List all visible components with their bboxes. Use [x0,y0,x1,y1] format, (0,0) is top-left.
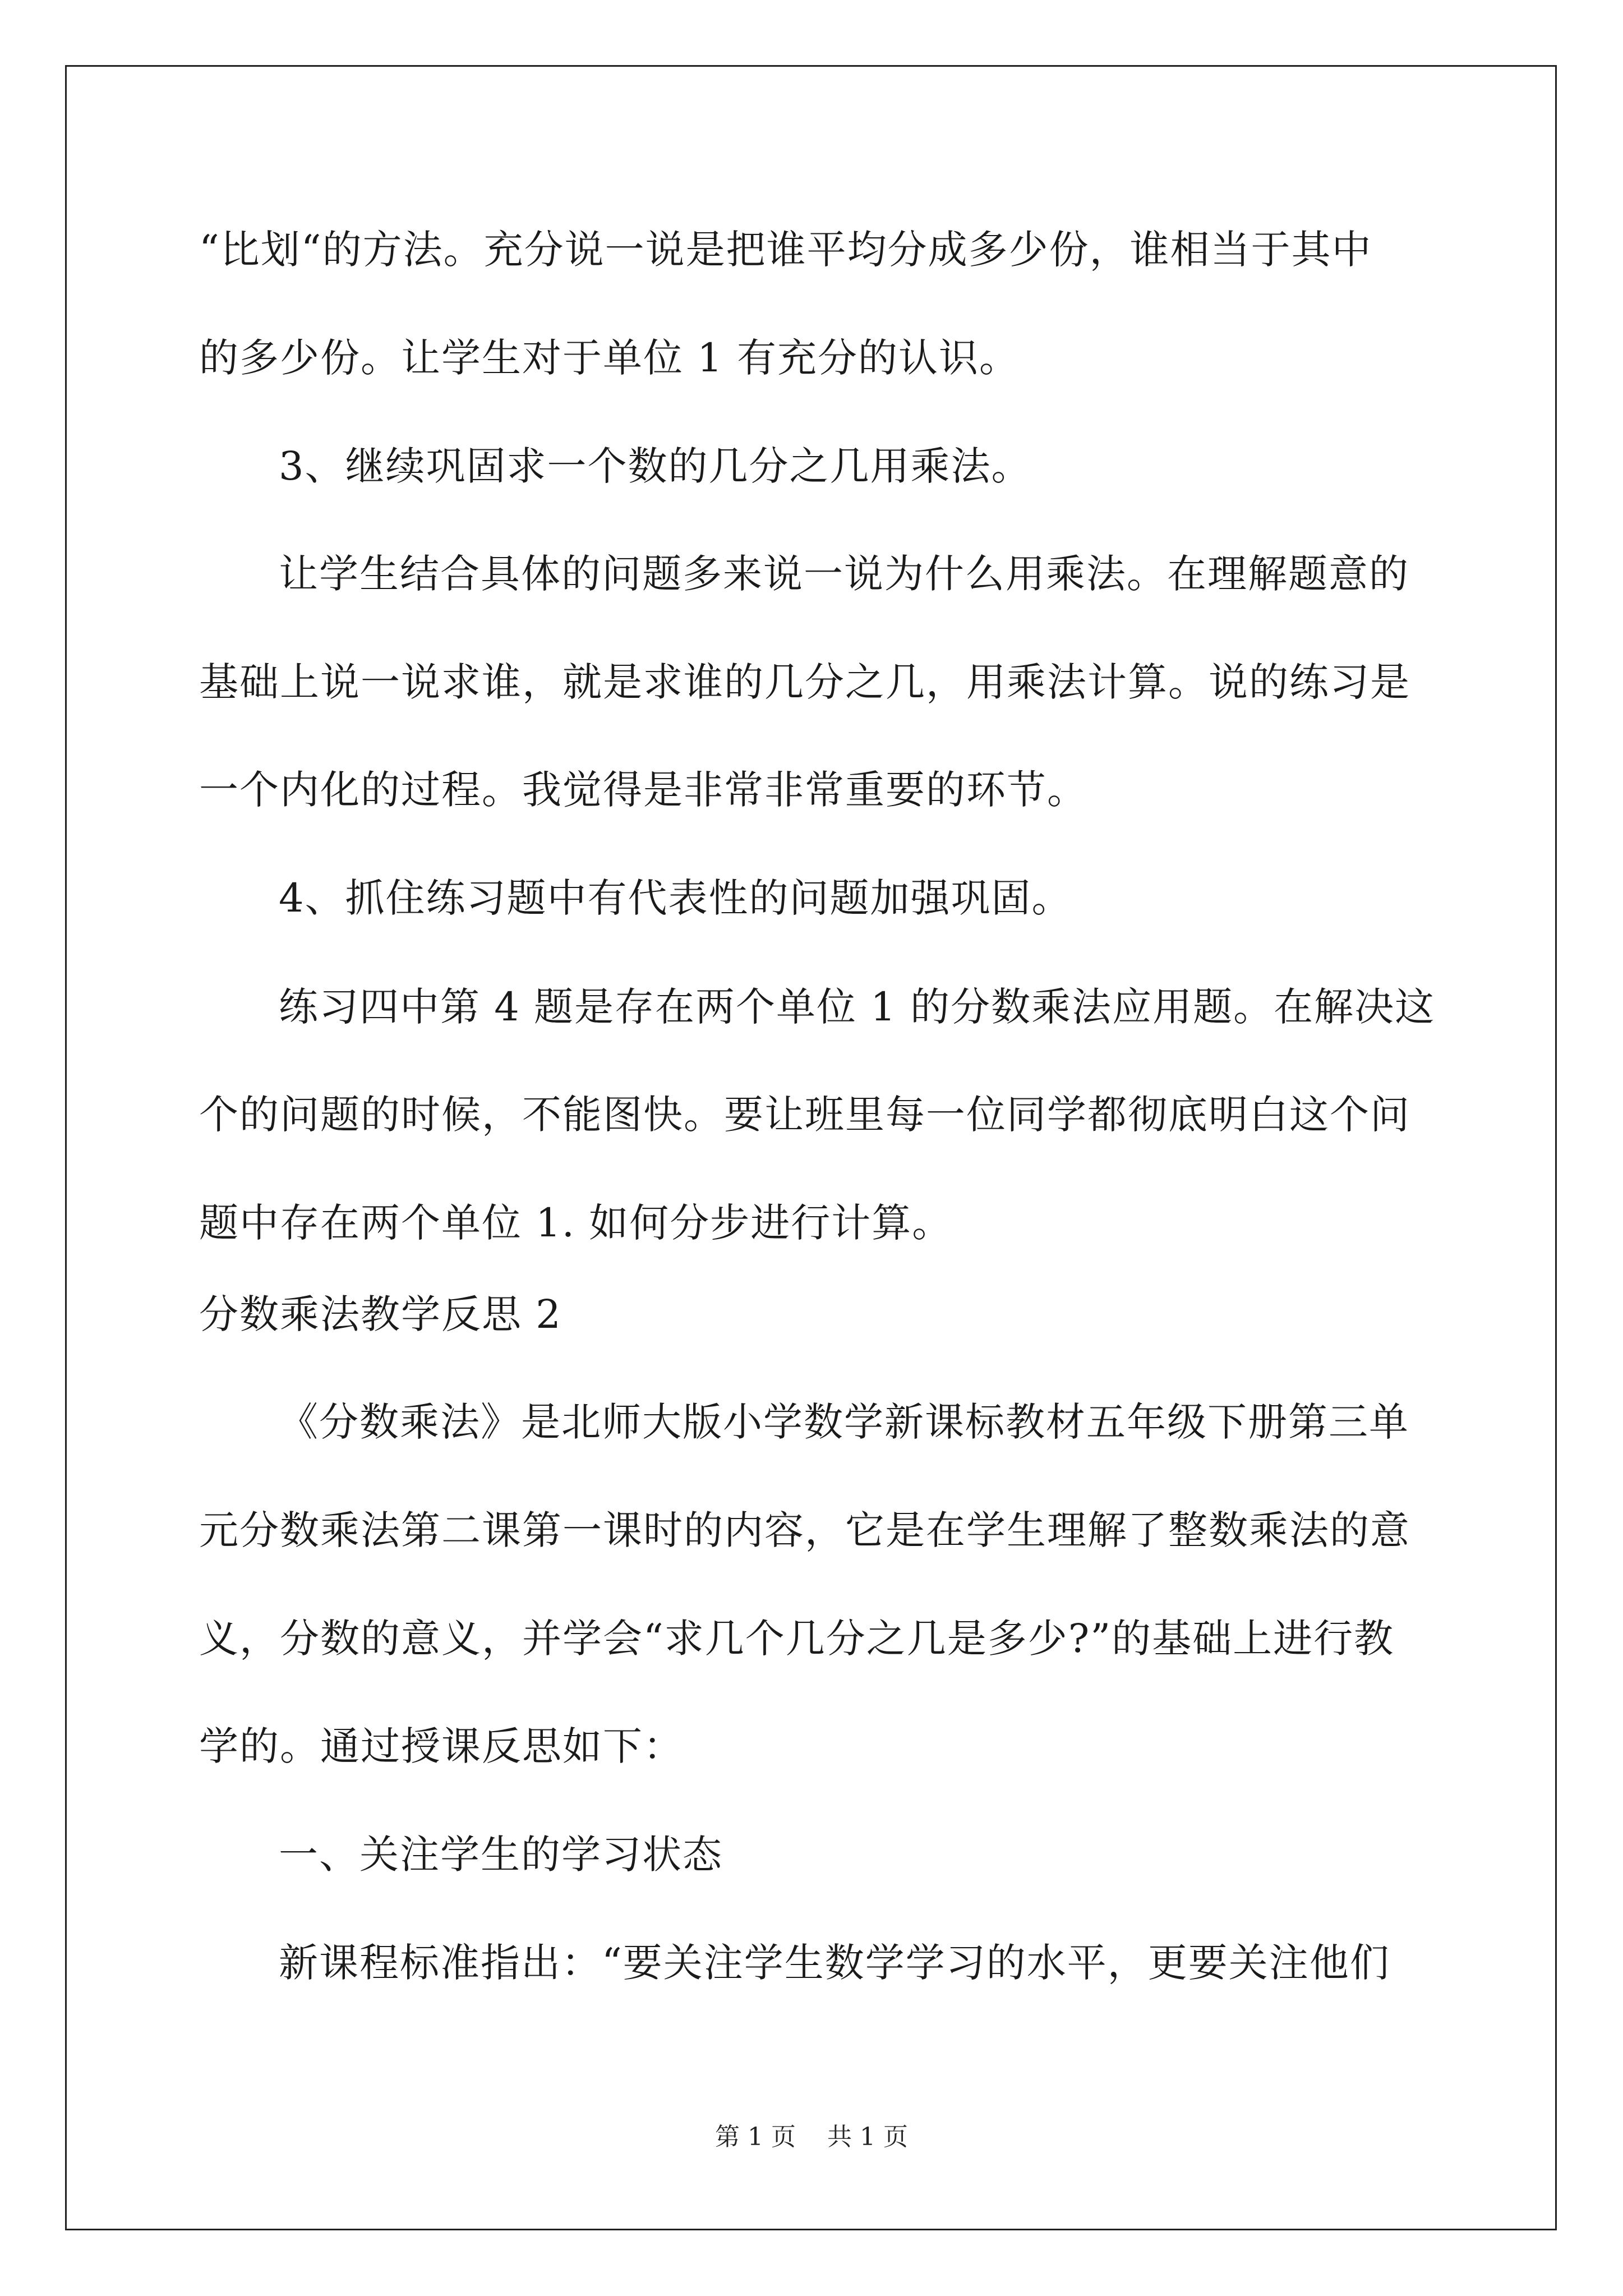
body-line-12: 《分数乘法》是北师大版小学数学新课标教材五年级下册第三单 [279,1399,1409,1445]
body-line-3: 3、继续巩固求一个数的几分之几用乘法。 [279,443,1032,489]
body-line-6: 一个内化的过程。我觉得是非常非常重要的环节。 [199,767,1087,813]
body-line-17: 新课程标准指出：“要关注学生数学学习的水平，更要关注他们 [279,1940,1390,1986]
body-line-13: 元分数乘法第二课第一课时的内容，它是在学生理解了整数乘法的意 [199,1507,1410,1553]
body-line-8: 练习四中第 4 题是存在两个单位 1 的分数乘法应用题。在解决这 [279,984,1436,1030]
page-border [65,65,1557,2230]
body-line-14: 义，分数的意义，并学会“求几个几分之几是多少?”的基础上进行教 [199,1616,1395,1662]
body-line-4: 让学生结合具体的问题多来说一说为什么用乘法。在理解题意的 [279,551,1409,597]
body-line-16: 一、关注学生的学习状态 [279,1832,723,1878]
body-line-10: 题中存在两个单位 1. 如何分步进行计算。 [199,1200,953,1246]
body-line-5: 基础上说一说求谁，就是求谁的几分之几，用乘法计算。说的练习是 [199,659,1410,705]
section-heading: 分数乘法教学反思 2 [199,1291,562,1337]
body-line-15: 学的。通过授课反思如下： [199,1723,684,1769]
page-footer [0,2120,1623,2154]
page-number: 第 1 页 [715,2123,796,2151]
body-line-2: 的多少份。让学生对于单位 1 有充分的认识。 [199,335,1020,381]
body-line-9: 个的问题的时候，不能图快。要让班里每一位同学都彻底明白这个问 [199,1092,1410,1138]
body-line-7: 4、抓住练习题中有代表性的问题加强巩固。 [279,875,1072,921]
page-total: 共 1 页 [827,2123,908,2151]
body-line-1: “比划“的方法。充分说一说是把谁平均分成多少份，谁相当于其中 [199,227,1372,273]
